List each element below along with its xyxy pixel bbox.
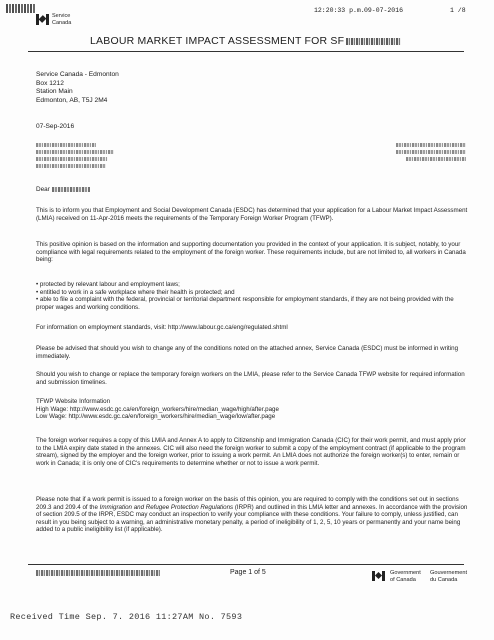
fax-header: [0, 0, 494, 20]
redacted-recipient: [36, 150, 114, 154]
paragraph-employment-standards: For information on employment standards, visit: http://www.labour.gc.ca/eng/regulated.shtml: [36, 324, 288, 331]
redacted-recipient: [36, 143, 96, 147]
fax-date: 09-07-2016: [364, 7, 404, 14]
salutation: Dear: [36, 186, 90, 193]
list-item: • entitled to work in a safe workplace where their health is protected; and: [36, 288, 235, 296]
fax-time: 12:20:33 p.m.: [314, 7, 365, 14]
page-number: Page 1 of 5: [230, 569, 266, 576]
redacted-reference: [406, 157, 466, 161]
canada-flag-icon: [372, 571, 385, 581]
footer-rule: [28, 564, 464, 565]
sender-address: Service Canada - Edmonton Box 1212 Station Main Edmonton, AB, T5J 2M4: [36, 71, 119, 104]
fax-page: 1 /8: [450, 7, 466, 14]
redacted-name: [52, 187, 90, 192]
paragraph-replace-workers: Should you wish to change or replace the temporary foreign workers on the LMIA, please refer to the Service Canada TFWP website for required information and submission timelines.: [36, 371, 465, 386]
redacted-name: [346, 38, 401, 45]
paragraph-compliance: Please note that if a work permit is issued to a foreign worker on the basis of this opinion, you are required to comply with the conditions set out in sections 209.3 and 209.4 of the Immigration and Refugee Protection Regulations (IRPR) and outlined in this LMIA letter and annexes. In accordance with the provision of section 209.5 of the IRPR, ESDC may conduct an inspection to verify your compliance with these conditions. Your failure to comply, unless justified, can result in you being subject to a warning, an administrative monetary penalty, a period of ineligibility of 1, 2, 5, 10 years or permanently and your name being added to a public ineligibility list (if applicable).: [36, 496, 468, 534]
service-canada-wordmark: Service Canada: [52, 13, 72, 26]
redacted-document-code: [36, 570, 160, 576]
paragraph-positive-opinion: This positive opinion is based on the information and supporting documentation you provided in the context of your application. It is subject, notably, to your compliance with legal requirements related to the employment of the foreign worker. These requirements include, but are not limited to, all workers in Canada being:: [36, 241, 466, 264]
fax-sender-redacted: [6, 4, 36, 13]
list-item: • able to file a complaint with the federal, provincial or territorial department responsible for employment standards, if they are not being provided with the proper wages and working conditions.: [36, 296, 454, 311]
redacted-recipient: [36, 157, 108, 161]
paragraph-change-conditions: Please be advised that should you wish to change any of the conditions noted on the attached annex, Service Canada (ESDC) must be informed in writing immediately.: [36, 345, 459, 360]
letter-date: 07-Sep-2016: [36, 123, 75, 130]
tfwp-low-wage-link: Low Wage: http://www.esdc.gc.ca/en/foreign_workers/hire/median_wage/low/after.page: [36, 413, 276, 421]
canada-flag-icon: [36, 14, 49, 25]
title-rule: [28, 51, 464, 52]
list-item: • protected by relevant labour and employment laws;: [36, 281, 180, 288]
tfwp-high-wage-link: High Wage: http://www.esdc.gc.ca/en/foreign_workers/hire/median_wage/high/after.page: [36, 405, 279, 413]
redacted-reference: [396, 150, 466, 154]
paragraph-work-permit: The foreign worker requires a copy of this LMIA and Annex A to apply to Citizenship and Immigration Canada (CIC) for their work permit, and must apply prior to the LMIA expiry date stated in the annexes. CIC will also need the foreign worker to submit a copy of the employment contract (if applicable to the program stream), signed by the employer and the foreign worker, prior to issuing a work permit. An LMIA does not authorize the foreign worker(s) to enter, remain or work in Canada; it is only one of CIC's requirements to determine whether or not to issue a work permit.: [36, 437, 466, 467]
document-title: LABOUR MARKET IMPACT ASSESSMENT FOR SF: [90, 35, 401, 47]
requirements-list: [36, 281, 468, 311]
redacted-recipient: [36, 164, 106, 168]
received-time-stamp: Received Time Sep. 7. 2016 11:27AM No. 7593: [10, 612, 243, 622]
tfwp-info: [36, 398, 468, 421]
government-of-canada-en: Government of Canada: [390, 570, 421, 583]
paragraph-determination: This is to inform you that Employment and Social Development Canada (ESDC) has determined that your application for a Labour Market Impact Assessment (LMIA) received on 11-Apr-2016 meets the requirements of the Temporary Foreign Worker Program (TFWP).: [36, 207, 468, 222]
government-of-canada-fr: Gouvernement du Canada: [430, 570, 468, 583]
redacted-reference: [396, 143, 466, 147]
tfwp-heading: TFWP Website Information: [36, 398, 111, 405]
